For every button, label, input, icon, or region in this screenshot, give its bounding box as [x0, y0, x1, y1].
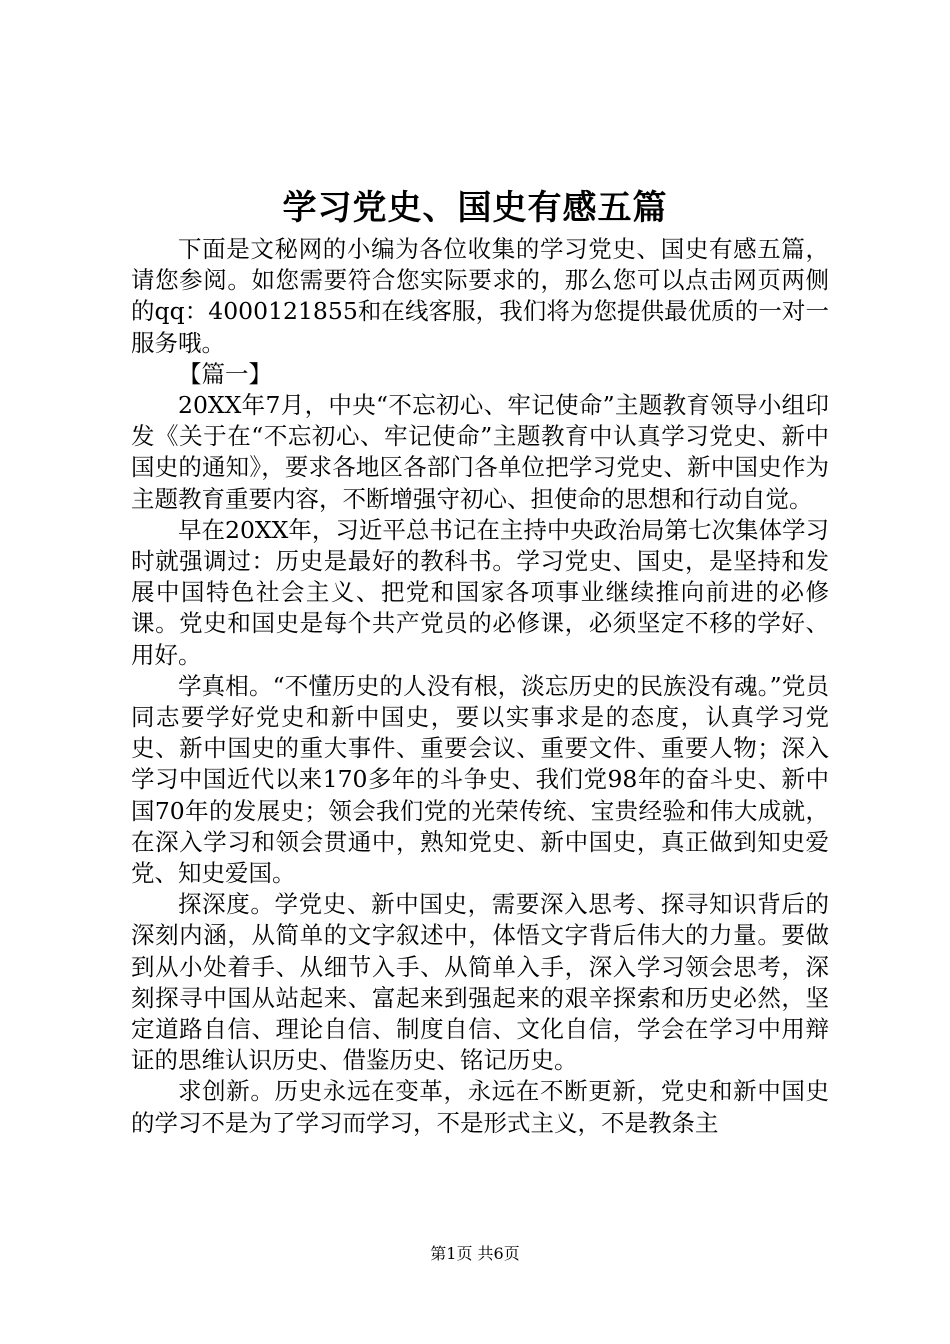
- section-heading: 【篇一】: [178, 359, 272, 388]
- document-title: 学习党史、国史有感五篇: [282, 188, 668, 228]
- body-paragraph: 求创新。历史永远在变革，永远在不断更新，党史和新中国史的学习不是为了学习而学习，不是形式主义，不是教条主: [131, 1077, 829, 1137]
- body-paragraph: 学真相。“不懂历史的人没有根，淡忘历史的民族没有魂。”党员同志要学好党史和新中国史，要以实事求是的态度，认真学习党史、新中国史的重大事件、重要会议、重要文件、重要人物；深入学习中国近代以来170多年的斗争史、我们党98年的奋斗史、新中国70年的发展史；领会我们党的光荣传统、宝贵经验和伟大成就，在深入学习和领会贯通中，熟知党史、新中国史，真正做到知史爱党、知史爱国。: [131, 671, 829, 888]
- body-paragraph: 早在20XX年，习近平总书记在主持中央政治局第七次集体学习时就强调过：历史是最好的教科书。学习党史、国史，是坚持和发展中国特色社会主义、把党和国家各项事业继续推向前进的必修课。党史和国史是每个共产党员的必修课，必须坚定不移的学好、用好。: [131, 515, 829, 669]
- page-footer: 第1页 共6页: [430, 1244, 520, 1263]
- body-paragraph: 20XX年7月，中央“不忘初心、牢记使命”主题教育领导小组印发《关于在“不忘初心、牢记使命”主题教育中认真学习党史、新中国史的通知》，要求各地区各部门各单位把学习党史、新中国史作为主题教育重要内容，不断增强守初心、担使命的思想和行动自觉。: [131, 391, 829, 513]
- document-body: [131, 234, 829, 1139]
- intro-paragraph: 下面是文秘网的小编为各位收集的学习党史、国史有感五篇，请您参阅。如您需要符合您实际要求的，那么您可以点击网页两侧的qq：4000121855和在线客服，我们将为您提供最优质的一对一服务哦。: [131, 235, 829, 357]
- body-paragraph: 探深度。学党史、新中国史，需要深入思考、探寻知识背后的深刻内涵，从简单的文字叙述中，体悟文字背后伟大的力量。要做到从小处着手、从细节入手、从简单入手，深入学习领会思考，深刻探寻中国从站起来、富起来到强起来的艰辛探索和历史必然，坚定道路自信、理论自信、制度自信、文化自信，学会在学习中用辩证的思维认识历史、借鉴历史、铭记历史。: [131, 890, 829, 1075]
